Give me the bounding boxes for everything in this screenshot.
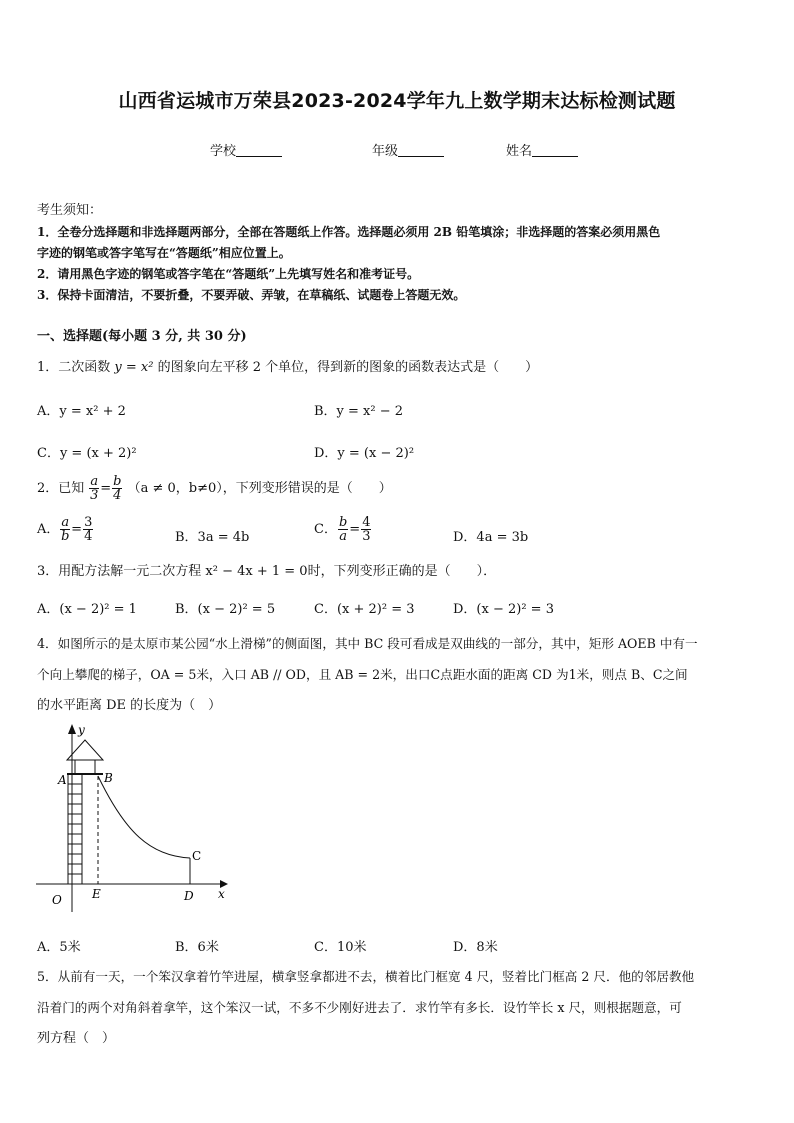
notice-item-1: 1．全卷分选择题和非选择题两部分，全部在答题纸上作答。选择题必须用 2B 铅笔填涂；非选择题的答案必须用黑色: [37, 225, 661, 239]
exam-title: 山西省运城市万荣县2023-2024学年九上数学期末达标检测试题: [118, 90, 676, 112]
fraction-a-over-3: $\frac{a}{3}$: [90, 474, 99, 503]
q2-option-c[interactable]: C． $\frac{b}{a}$ = $\frac{4}{3}$: [314, 515, 371, 544]
y-axis-arrow: [68, 724, 76, 734]
section-heading: 一、选择题(每小题 3 分, 共 30 分): [37, 329, 247, 344]
question-5-line-3: 列方程（ ）: [37, 1031, 116, 1046]
q3-option-c[interactable]: C．(x + 2)² = 3: [314, 602, 415, 617]
question-1-stem: 1．二次函数 y = x² 的图象向左平移 2 个单位，得到新的图象的函数表达式是（ ）: [37, 360, 539, 375]
q4-option-d[interactable]: D．8米: [453, 940, 498, 955]
question-4-line-1: 4．如图所示的是太原市某公园“水上滑梯”的侧面图，其中 BC 段可看成是双曲线的一部分，其中，矩形 AOEB 中有一: [37, 636, 698, 651]
notice-heading: 考生须知：: [37, 203, 103, 218]
q4-option-a[interactable]: A．5米: [37, 940, 81, 955]
grade-field: 年级: [372, 140, 444, 159]
label-c: C: [192, 849, 202, 863]
question-4-line-3: 的水平距离 DE 的长度为（ ）: [37, 698, 222, 713]
q3-option-b[interactable]: B．(x − 2)² = 5: [175, 602, 276, 617]
q2-option-a[interactable]: A． $\frac{a}{b}$ = $\frac{3}{4}$: [37, 515, 93, 544]
q1-option-a[interactable]: A．y = x² + 2: [37, 404, 126, 419]
question-4-line-2: 个向上攀爬的梯子，OA = 5米，入口 AB // OD，且 AB = 2米，出口C点距水面的距离 CD 为1米，则点 B、C之间: [37, 667, 688, 682]
label-a: A: [58, 773, 67, 787]
name-field: 姓名: [506, 140, 578, 159]
label-o: O: [52, 893, 62, 907]
notice-item-2: 2．请用黑色字迹的钢笔或答字笔在“答题纸”上先填写姓名和准考证号。: [37, 267, 420, 281]
label-b: B: [104, 771, 113, 785]
label-x: x: [218, 887, 225, 901]
curve-bc: [98, 776, 190, 858]
fraction-b-over-4: $\frac{b}{4}$: [113, 474, 122, 503]
label-e: E: [92, 887, 101, 901]
notice-item-1-cont: 字迹的钢笔或答字笔写在“答题纸”相应位置上。: [37, 246, 291, 260]
question-2-stem: 2．已知 $\frac{a}{3}$ = $\frac{b}{4}$ （a ≠ 0，b≠0），下列变形错误的是（ ）: [37, 474, 392, 503]
water-slide-figure: [30, 722, 240, 912]
ladder-rungs: [68, 784, 82, 874]
label-y: y: [78, 723, 85, 737]
q3-option-a[interactable]: A．(x − 2)² = 1: [37, 602, 137, 617]
notice-item-3: 3．保持卡面清洁，不要折叠，不要弄破、弄皱，在草稿纸、试题卷上答题无效。: [37, 288, 466, 302]
label-d: D: [184, 889, 194, 903]
question-5-line-2: 沿着门的两个对角斜着拿竿，这个笨汉一试，不多不少刚好进去了．求竹竿有多长．设竹竿长 x 尺，则根据题意，可: [37, 1000, 682, 1015]
q1-option-d[interactable]: D．y = (x − 2)²: [314, 446, 415, 461]
school-field: 学校: [210, 140, 282, 159]
q1-option-c[interactable]: C．y = (x + 2)²: [37, 446, 137, 461]
q4-option-c[interactable]: C．10米: [314, 940, 367, 955]
q3-option-d[interactable]: D．(x − 2)² = 3: [453, 602, 554, 617]
q2-option-b[interactable]: B．3a = 4b: [175, 530, 250, 545]
question-5-line-1: 5．从前有一天，一个笨汉拿着竹竿进屋，横拿竖拿都进不去，横着比门框宽 4 尺，竖着比门框高 2 尺．他的邻居教他: [37, 969, 695, 984]
q4-option-b[interactable]: B．6米: [175, 940, 219, 955]
question-3-stem: 3．用配方法解一元二次方程 x² − 4x + 1 = 0时，下列变形正确的是（ ）．: [37, 564, 497, 579]
q2-option-d[interactable]: D．4a = 3b: [453, 530, 529, 545]
q1-option-b[interactable]: B．y = x² − 2: [314, 404, 404, 419]
